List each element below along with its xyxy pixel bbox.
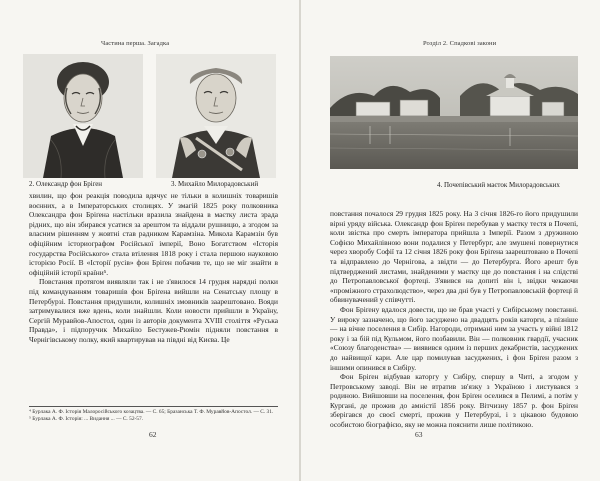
right-body-text	[330, 209, 578, 430]
portrait-miloradovsky-drawing	[156, 54, 276, 178]
right-page-number: 63	[415, 430, 423, 439]
estate-photo-drawing	[330, 56, 578, 169]
caption-miloradovsky: 3. Михайло Милорадовський	[171, 180, 259, 188]
portrait-brigen-drawing	[23, 54, 143, 178]
right-paragraph-2: Фон Бріґену вдалося довести, що не брав участі у Сибірському повстанні. У вироку зазначено, що його засуджено на двадцять років каторги, а пізніше — на вічне поселення в Сибір. Нагороди, отримані ним за участь у війні 1812 року і за бій під Кульмом, його позбавили. Він — полковник гвардії, учасник «Союзу благоденства» — виявився одним із перших декабристів, засуджених до найвищої кари. Але цар помилував засуджених, і фон Бріґен разом з іншими опинився в Сибіру.	[330, 304, 578, 372]
left-page-number: 62	[149, 430, 157, 439]
caption-brigen: 2. Олександр фон Бріґен	[29, 180, 103, 188]
caption-estate: 4. Почепівський маєток Милорадовських	[437, 181, 560, 189]
right-paragraph-1: повстання почалося 29 грудня 1825 року. На 3 січня 1826-го його придушили вірні уряду війська. Олександр фон Бріґен перебував у маєтку тестя в Почепі, коли звістка про смерть імператора прийшла з Імперії. Разом з дружиною Софією Михайлівною вони подалися у Петербург, але змушені повернутися через хворобу Софії та 12 січня 1826 року фон Бріґена заарештовано в Почепі та відправлено до Чернігова, а звідти — до Петербурга. Його арешт був підтверджений листами, знайденими у маєтку ще до повстання і на слідстві до Петропавловської фортеці. З'явився на допиті він і, звідки чекаючи «проміжного страхолюдство», через два дні був у Петропавловській фортеці й обвинувачений у співчутті.	[330, 209, 578, 305]
footnote-2: ⁵ Бурлака А. Ф. Історія: ... Видання ... — С. 52-57.	[29, 415, 144, 422]
portrait-miloradovsky	[156, 54, 276, 178]
left-body-text	[29, 191, 278, 345]
left-footnotes	[29, 406, 278, 422]
estate-photo	[330, 56, 578, 169]
left-running-head: Частина перша. Загадка	[101, 40, 170, 47]
left-paragraph-2: Повстання протягом виявляли так і не з'явилося 14 грудня нарядні полки під командуванням товаришів фон Бріґена вийшли на Сенатську площу в Петербурзі. Повстання придушили, колишніх змовників заарештовано. Вояди затримувалися вже вдень, коли знайшли. Коли новости прийшли в Україну, Сергій Муравйов-Апостол, один із авторів документа XVIII століття «Руська Правда», і підпоручик Михайло Бестужев-Рюмін підняли повстання в Чернігівському полку, який квартирував на півдні від Києва. Це	[29, 277, 278, 344]
right-running-head: Розділ 2. Спадкові закони	[423, 40, 497, 47]
right-paragraph-3: Фон Бріґен відбував каторгу у Сибіру, спершу в Читі, а згодом у Петровському заводі. Він не втратив зв'язку з Україною і листувався з родиною. Вийшовши на поселення, фон Бріґен оселився в Пелимі, а потім у Кургані, де прожив до амністії 1856 року. Вітчизну 1857 р. фон Бріґен зберігався до своєї смерті, прожив у Петербурзі, і з цікавою будовою особистою біографією, яку не можна пояснити лише політикою.	[330, 372, 578, 430]
left-page	[0, 0, 299, 481]
footnote-1: ⁴ Бурлака А. Ф. Історія Малоросійського козацтва. — С. 65; Бразанська Т. Ф. Муравйов-Апостол. — С. 31.	[29, 409, 274, 415]
right-page	[301, 0, 600, 481]
portrait-brigen	[23, 54, 143, 178]
left-paragraph-1: хвилин, що фон реакція поводила вдячує не тільки в колишніх товаришів воєнних, а в Імператорських столицях. У змагій 1825 року полковника Олександра фон Бріґена настільки вразила знайдена в маєтку листа зрада рідних, що він збирався усатися за арештом та віддали рушницю, а згодом за власним рішенням у жовтні став радником Карамзіна. Микола Карамзін був офіційним істориографом Російської імперії, Воно Богатством «Історія государства Російського» стала втілення 1818 року і стала першою науковою історією Росії. В «Історії русів» фон Бріґен побачив те, що не міг знайти в офіційній історії країни⁵.	[29, 191, 278, 277]
